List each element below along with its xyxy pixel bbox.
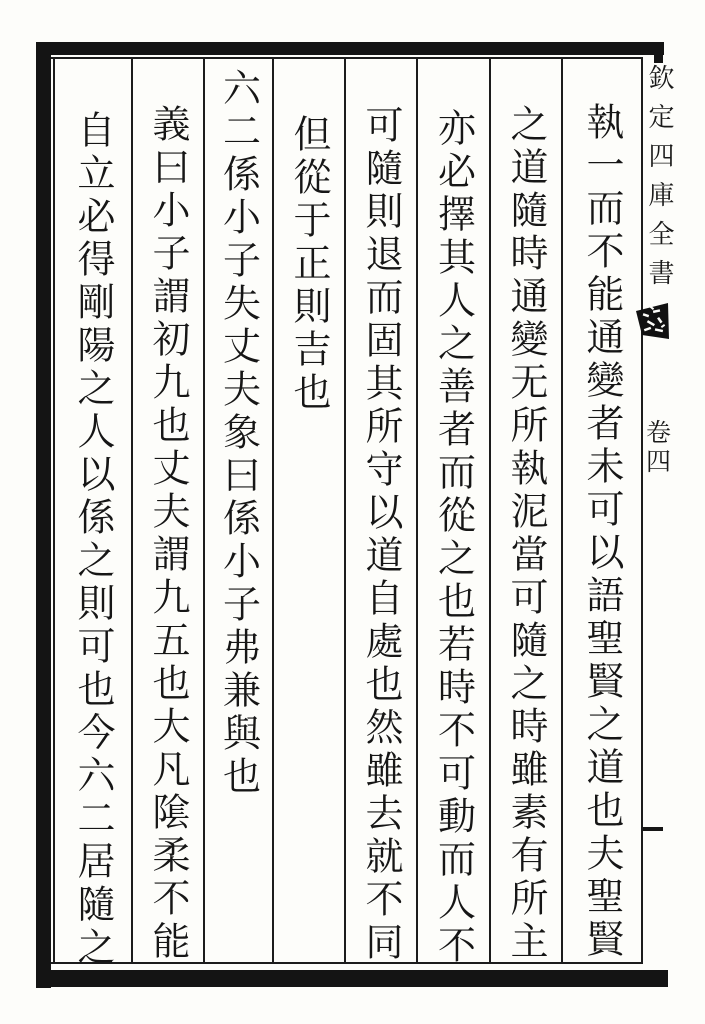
- column-text: 執一而不能通變者未可以語聖賢之道也夫聖賢: [580, 102, 624, 962]
- page-border-top-right-hook: [654, 42, 663, 63]
- text-column-3: [418, 108, 489, 968]
- page-border-bottom: [36, 970, 668, 987]
- text-column-5: [274, 114, 344, 415]
- seal-stamp-icon: [635, 302, 669, 340]
- column-text: 亦必擇其人之善者而從之也若時不可動而人不: [431, 108, 476, 968]
- column-text: 自立必得剛陽之人以係之則可也今六二居隨之: [71, 110, 115, 970]
- fold-mark: [643, 827, 663, 831]
- page-border-left: [36, 42, 51, 988]
- text-column-2: [491, 104, 561, 964]
- text-column-1: [563, 102, 641, 962]
- grid-line-top: [51, 57, 643, 59]
- volume-label-text: 卷四: [642, 419, 672, 477]
- column-text: 可隨則退而固其所守以道自處也然雖去就不同: [359, 105, 403, 965]
- column-text: 之道隨時通變无所執泥當可隨之時雖素有所主: [504, 104, 548, 964]
- volume-label: [642, 419, 672, 477]
- column-text: 六二係小子失丈夫象曰係小子弗兼與也: [216, 68, 261, 799]
- text-column-8: [55, 110, 131, 970]
- book-title: 欽定四庫全書: [644, 64, 674, 298]
- page-border-top: [36, 42, 664, 55]
- column-text: 但從于正則吉也: [287, 114, 331, 415]
- text-column-6: [205, 68, 272, 799]
- header-column-title: [642, 64, 676, 298]
- text-column-7: [133, 104, 203, 964]
- column-text: 義曰小子謂初九也丈夫謂九五也大凡隂柔不能: [146, 104, 190, 964]
- text-column-4: [346, 105, 416, 965]
